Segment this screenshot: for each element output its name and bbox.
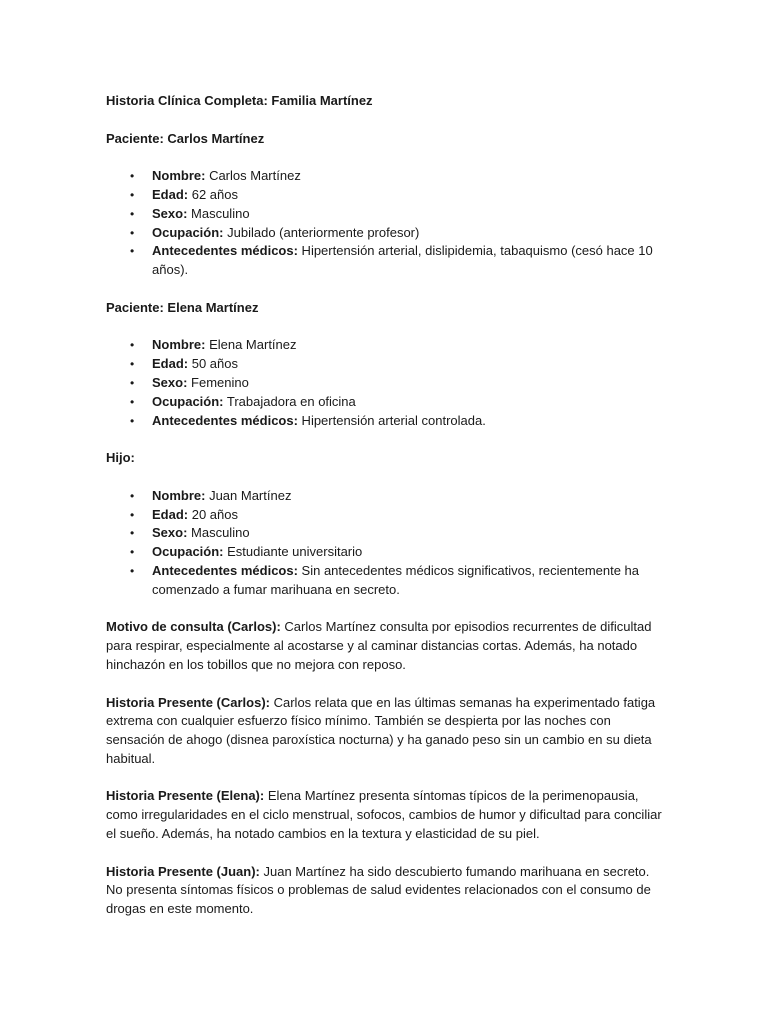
field-label: Nombre: — [152, 487, 206, 503]
field-value: Sin antecedentes médicos significativos, recientemente ha comenzado a fumar marihuana en secreto. — [152, 562, 640, 597]
bullet-icon: • — [130, 526, 135, 541]
field-label: Nombre: — [152, 168, 206, 184]
bullet-icon: • — [130, 413, 135, 428]
field-label: Antecedentes médicos: — [152, 562, 298, 578]
list-item — [130, 412, 668, 431]
paragraph-text: Carlos Martínez consulta por episodios recurrentes de dificultad para respirar, especialmente al acostarse y al caminar distancias cortas. Además, ha notado hinchazón en los tobillos que no mejora con reposo. — [106, 619, 652, 672]
bullet-icon: • — [130, 338, 135, 353]
bullet-icon: • — [130, 488, 135, 503]
list-item — [130, 374, 668, 393]
field-value: Masculino — [187, 525, 250, 541]
field-label: Edad: — [152, 356, 189, 372]
list-item — [130, 562, 668, 600]
paragraph-text: Carlos relata que en las últimas semanas ha experimentado fatiga extrema con cualquier esfuerzo físico mínimo. También se despierta por las noches con sensación de ahogo (disnea paroxística nocturna) y ha ganado peso sin un cambio en su dieta habitual. — [106, 694, 656, 766]
section-heading-carlos: Paciente: Carlos Martínez — [106, 130, 265, 146]
paragraph-motivo-consulta — [106, 618, 668, 674]
field-label: Sexo: — [152, 525, 188, 541]
bullet-icon: • — [130, 507, 135, 522]
section-heading-elena: Paciente: Elena Martínez — [106, 299, 259, 315]
field-label: Edad: — [152, 186, 189, 202]
list-item — [130, 205, 668, 224]
bullet-icon: • — [130, 169, 135, 184]
field-label: Nombre: — [152, 337, 206, 353]
paragraph-label: Historia Presente (Juan): — [106, 863, 260, 879]
field-list-hijo — [106, 487, 668, 600]
paragraph-historia-juan — [106, 863, 668, 919]
bullet-icon: • — [130, 206, 135, 221]
list-item — [130, 355, 668, 374]
bullet-icon: • — [130, 563, 135, 578]
field-value: Femenino — [187, 374, 249, 390]
field-list-carlos — [106, 167, 668, 280]
list-item — [130, 186, 668, 205]
bullet-icon: • — [130, 394, 135, 409]
field-value: Hipertensión arterial, dislipidemia, tabaquismo (cesó hace 10 años). — [152, 243, 653, 278]
list-item — [130, 167, 668, 186]
field-list-elena — [106, 336, 668, 430]
field-label: Ocupación: — [152, 224, 224, 240]
list-item — [130, 336, 668, 355]
bullet-icon: • — [130, 545, 135, 560]
list-item — [130, 524, 668, 543]
bullet-icon: • — [130, 375, 135, 390]
section-heading-hijo: Hijo: — [106, 450, 135, 466]
paragraph-label: Historia Presente (Carlos): — [106, 694, 270, 710]
document-title: Historia Clínica Completa: Familia Martínez — [106, 93, 373, 108]
field-label: Antecedentes médicos: — [152, 412, 298, 428]
bullet-icon: • — [130, 225, 135, 240]
field-value: Elena Martínez — [205, 337, 297, 353]
field-value: 62 años — [188, 186, 238, 202]
field-value: Trabajadora en oficina — [223, 393, 356, 409]
paragraph-text: Elena Martínez presenta síntomas típicos de la perimenopausia, como irregularidades en el ciclo menstrual, sofocos, cambios de humor y dificultad para conciliar el sueño. Además, ha notado cambios en la textura y elasticidad de su piel. — [106, 788, 662, 842]
field-value: Jubilado (anteriormente profesor) — [223, 224, 420, 240]
list-item — [130, 224, 668, 243]
field-value: Juan Martínez — [205, 487, 292, 503]
list-item — [130, 543, 668, 562]
paragraph-historia-elena — [106, 787, 668, 843]
list-item — [130, 393, 668, 412]
paragraph-label: Historia Presente (Elena): — [106, 788, 265, 804]
field-label: Ocupación: — [152, 393, 224, 409]
field-label: Ocupación: — [152, 544, 224, 560]
list-item — [130, 506, 668, 525]
list-item — [130, 487, 668, 506]
field-label: Sexo: — [152, 374, 188, 390]
field-value: 20 años — [188, 506, 238, 522]
field-value: Masculino — [187, 205, 250, 221]
bullet-icon: • — [130, 357, 135, 372]
field-value: Estudiante universitario — [223, 544, 363, 560]
bullet-icon: • — [130, 244, 135, 259]
paragraph-historia-carlos — [106, 694, 668, 769]
field-value: Hipertensión arterial controlada. — [297, 412, 486, 428]
field-label: Edad: — [152, 506, 189, 522]
field-value: Carlos Martínez — [205, 168, 301, 184]
bullet-icon: • — [130, 187, 135, 202]
field-label: Antecedentes médicos: — [152, 243, 298, 259]
field-value: 50 años — [188, 356, 238, 372]
list-item — [130, 242, 668, 280]
field-label: Sexo: — [152, 205, 188, 221]
paragraph-label: Motivo de consulta (Carlos): — [106, 619, 281, 635]
paragraph-text: Juan Martínez ha sido descubierto fumando marihuana en secreto. No presenta síntomas físicos o problemas de salud evidentes relacionados con el consumo de drogas en este momento. — [106, 863, 651, 917]
